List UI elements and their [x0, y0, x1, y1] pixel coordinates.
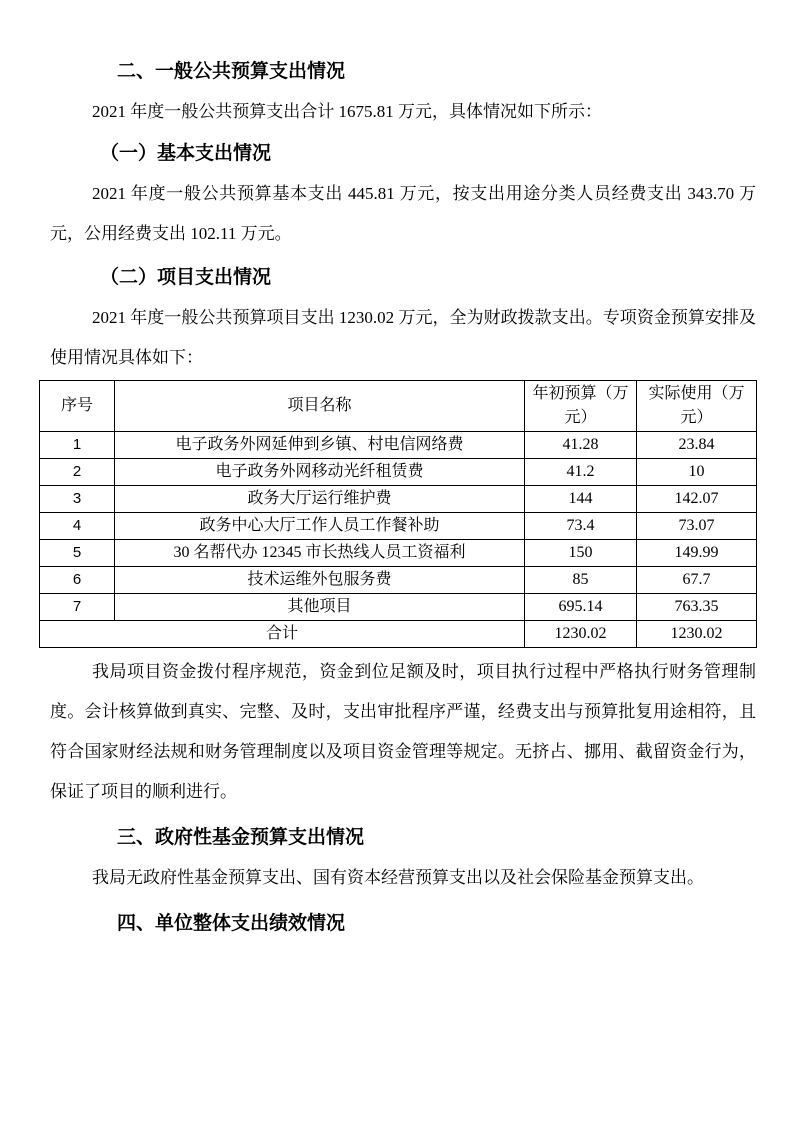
table-row [40, 486, 757, 513]
table-header-row [40, 381, 757, 432]
cell-initial-budget: 695.14 [525, 594, 637, 621]
table-row [40, 459, 757, 486]
cell-project-name: 技术运维外包服务费 [115, 567, 525, 594]
section-heading-overall-performance: 四、单位整体支出绩效情况 [117, 913, 346, 934]
cell-project-name: 电子政务外网移动光纤租赁费 [115, 459, 525, 486]
paragraph-fund-management: 我局项目资金拨付程序规范，资金到位足额及时，项目执行过程中严格执行财务管理制度。会计核算做到真实、完整、及时，支出审批程序严谨，经费支出与预算批复用途相符，且符合国家财经法规和财务管理制度以及项目资金管理等规定。无挤占、挪用、截留资金行为，保证了项目的顺利进行。 [50, 662, 756, 801]
cell-seq: 6 [40, 567, 115, 594]
cell-project-name: 30 名帮代办 12345 市长热线人员工资福利 [115, 540, 525, 567]
table-row [40, 513, 757, 540]
table-header [40, 381, 757, 432]
cell-actual-used: 67.7 [637, 567, 757, 594]
cell-initial-budget: 85 [525, 567, 637, 594]
cell-project-name: 政务中心大厅工作人员工作餐补助 [115, 513, 525, 540]
table-body [40, 432, 757, 621]
subheading-basic-expenditure: （一）基本支出情况 [100, 143, 272, 164]
cell-initial-budget: 144 [525, 486, 637, 513]
column-header-actual-used: 实际使用（万元） [637, 381, 757, 432]
section-heading-gov-fund-expenditure: 三、政府性基金预算支出情况 [117, 827, 365, 848]
cell-initial-budget: 150 [525, 540, 637, 567]
cell-seq: 5 [40, 540, 115, 567]
cell-seq: 3 [40, 486, 115, 513]
subheading-project-expenditure: （二）项目支出情况 [100, 267, 272, 288]
table-row [40, 594, 757, 621]
column-header-initial-budget: 年初预算（万元） [525, 381, 637, 432]
cell-initial-budget: 73.4 [525, 513, 637, 540]
paragraph-basic-expenditure: 2021 年度一般公共预算基本支出 445.81 万元，按支出用途分类人员经费支出 343.70 万元，公用经费支出 102.11 万元。 [50, 184, 756, 243]
cell-seq: 1 [40, 432, 115, 459]
cell-seq: 4 [40, 513, 115, 540]
cell-initial-budget: 41.28 [525, 432, 637, 459]
column-header-seq: 序号 [40, 381, 115, 432]
cell-seq: 2 [40, 459, 115, 486]
paragraph-gov-fund: 我局无政府性基金预算支出、国有资本经营预算支出以及社会保险基金预算支出。 [92, 868, 704, 887]
cell-actual-used: 73.07 [637, 513, 757, 540]
cell-actual-used: 10 [637, 459, 757, 486]
special-funds-table [39, 380, 757, 648]
table-footer [40, 621, 757, 648]
column-header-project-name: 项目名称 [115, 381, 525, 432]
cell-project-name: 其他项目 [115, 594, 525, 621]
table-row [40, 567, 757, 594]
section-heading-general-budget-expenditure: 二、一般公共预算支出情况 [117, 61, 346, 82]
total-label-cell: 合计 [40, 621, 525, 648]
table-row [40, 540, 757, 567]
paragraph-total-expenditure: 2021 年度一般公共预算支出合计 1675.81 万元，具体情况如下所示： [92, 102, 602, 121]
cell-actual-used: 23.84 [637, 432, 757, 459]
table-row [40, 432, 757, 459]
total-budget-cell: 1230.02 [525, 621, 637, 648]
cell-seq: 7 [40, 594, 115, 621]
cell-project-name: 电子政务外网延伸到乡镇、村电信网络费 [115, 432, 525, 459]
cell-actual-used: 142.07 [637, 486, 757, 513]
total-used-cell: 1230.02 [637, 621, 757, 648]
cell-actual-used: 763.35 [637, 594, 757, 621]
cell-actual-used: 149.99 [637, 540, 757, 567]
cell-initial-budget: 41.2 [525, 459, 637, 486]
table-total-row [40, 621, 757, 648]
paragraph-project-expenditure: 2021 年度一般公共预算项目支出 1230.02 万元，全为财政拨款支出。专项资金预算安排及使用情况具体如下： [50, 308, 756, 367]
cell-project-name: 政务大厅运行维护费 [115, 486, 525, 513]
